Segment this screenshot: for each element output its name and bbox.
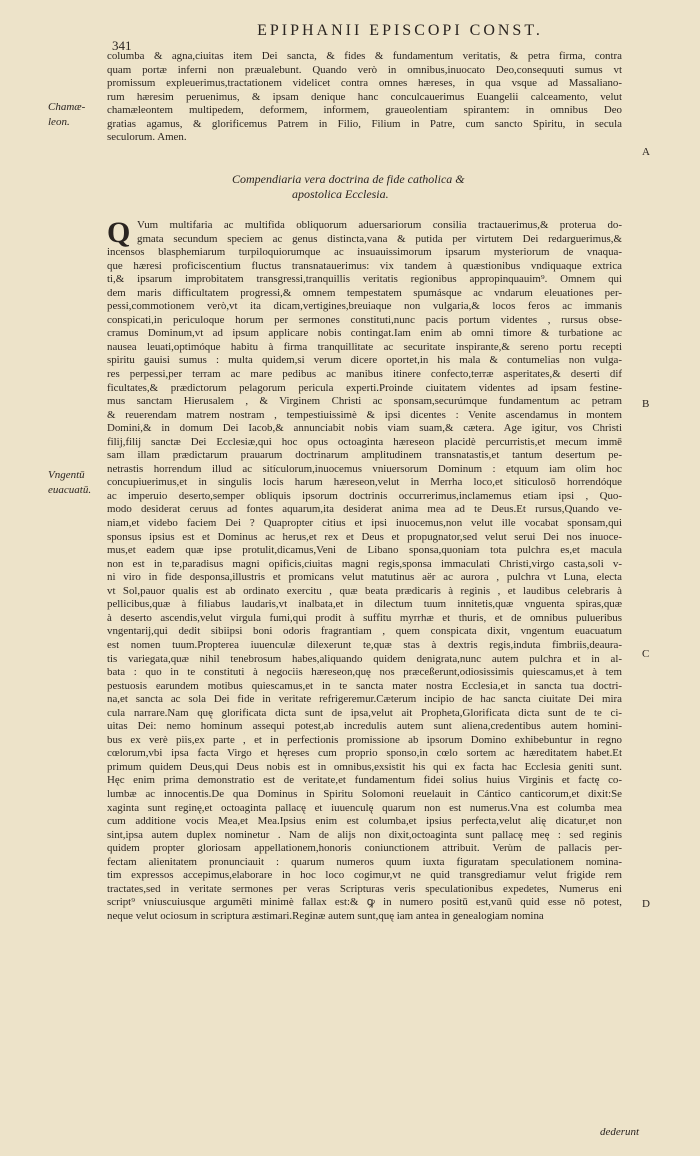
- text-line: Hęc enim prima demonstratio est de veritate,et fundamentum fidei solius huius Virginis et factę co-: [107, 774, 622, 787]
- text-line: primum quidem Deus,qui Deus nobis est in omnibus,exsistit his qui ex facta hac Ecclesia geniti sunt.: [107, 760, 622, 773]
- text-line: ficultates,& prædictorum pelagorum pericula experti.Proinde ciuitatem videntes ad ipsam festine-: [107, 381, 622, 394]
- text-line: incensos blasphemiarum turpiloquiorumque ac insuauissimorum ipsarum mysteriorum de vnaqua-: [107, 246, 622, 259]
- text-line: ac imperuio deserto,semper obliquis ipsorum doctrinis occurrerimus,inclamemus etiam ipsi , Quo-: [107, 489, 622, 502]
- section-title-line-1: Compendiaria vera doctrina de fide catholica &: [232, 172, 465, 186]
- text-line: xaginta sunt reginę,et octoaginta pallacę et iuuenculę quarum non est numerus.Vna est columba mea: [107, 801, 622, 814]
- text-line: ti,& ipsarum improbitatem transgressi,tranquillis veritatis regionibus appropinquauim⁹. Omnem qui: [107, 273, 622, 286]
- text-line: filij,filij sanctæ Dei Ecclesiæ,qui hoc opus octoaginta hæreseon placidè percurristis,et mecum immē: [107, 435, 622, 448]
- text-line: na,et sancta ac sola Dei fide in veritate refrigeremur.Cæterum incipio de hac sancta ciuitate Dei mira: [107, 693, 622, 706]
- text-line: cum additione vocis Mea,et Mea.Ipsius enim est columba,et ipsius perfecta,velut alię dicatur,et non: [107, 815, 622, 828]
- text-line: sam illam prædictarum prauarum doctrinarum amplitudinem transnatastis,et tantum desertum pe-: [107, 449, 622, 462]
- text-line: niam,et videbo faciem Dei ? Quapropter citius et ipsi inuocemus,non velut ille vocabat sponsam,qui: [107, 517, 622, 530]
- text-line: quidem propter gloriosam appellationem,honoris coniunctionem attribuit. Verùm de pallacis per-: [107, 842, 622, 855]
- section-marker-b: B: [642, 398, 650, 410]
- text-line: sint,ipsa autem duplex nominetur . Nam de alijs non dixit,octoaginta sunt pallacę meę : sed reginis: [107, 828, 622, 841]
- text-line: que hæresi proficiscentium fluctus transnatauerimus: vix tandem à quæstionibus vndiquaque extrica: [107, 259, 622, 272]
- section-title: [232, 172, 512, 202]
- text-line: promissum expleuerimus,tractationem videlicet contra omnes hæreses, in qua vsque ad Massaliano-: [107, 77, 622, 90]
- text-line: fectam alienitatem pronunciauit : quarum numeros quum iuxta figuratam speculationem nomina-: [107, 855, 622, 868]
- text-line: uitas Dei: nemo hominum assequi potest,ab incredulis autem sunt aliena,credentibus autem homini-: [107, 720, 622, 733]
- text-line: res perpessi,per terram ac mare pedibus ac manibus itinere confecto,terræ asperitates,& deserti dif: [107, 368, 622, 381]
- text-line: netrastis horrendum illud ac sitículorum,inuocemus vniuersorum Dominum : etquum iam olim hoc: [107, 462, 622, 475]
- margin-note-vngentum: Vngentū euacuatū.: [48, 469, 92, 496]
- section-title-line-2: apostolica Ecclesia.: [292, 187, 389, 201]
- text-line: columba & agna,ciuitas item Dei sancta, & fides & fundamentum veritatis, & petra firma, contra: [107, 50, 622, 62]
- section-marker-a: A: [642, 146, 650, 158]
- text-line: tis variegata,quæ nihil tenebrosum habes,aliquando quidem denigrata,nunc autem pulchra et in al-: [107, 652, 622, 665]
- text-line: pessi,commotionem verò,vt ita dicam,vertigines,breuiaque non vulgaria,& locos feros ac immanis: [107, 300, 622, 313]
- text-line: vngentarij,qui dedit sibiipsi boni odoris fragrantiam , quem conspicata dixit, vngentum euacuatum: [107, 625, 622, 638]
- text-line: chamæleontem multipedem, deformem, informem, graueolentiam spirantem: in omnibus Deo: [107, 104, 622, 117]
- text-line: dem maris difficultatem progressi,& omnem tempestatem spumásque ac vndarum eleuationes per-: [107, 286, 622, 299]
- text-line: mus sanctam Hierusalem , & Virginem Christi ac sponsam,securúmque fundamentum ac petram: [107, 395, 622, 408]
- text-line: neque velut ociosum in scriptura æstimari.Reginæ autem sunt,quę iam antea in genealogiam nomina: [107, 909, 544, 922]
- text-line: script⁹ vniuscuiusque argumēti minimè fallax est:& ꝙ in numero positū est,vanū quid esse nō potest,: [107, 896, 622, 909]
- text-line: seculorum. Amen.: [107, 131, 187, 144]
- text-line: bus ex verè piis,ex parte , et in perfectionis promissione ab ipsorum Domino exhibebuntur in regno: [107, 733, 622, 746]
- running-header: EPIPHANII EPISCOPI CONST.: [257, 22, 543, 39]
- text-line: tractates,sed in veritate sermones per veras Scripturas veris speculationibus expedetes, Numerus eni: [107, 882, 622, 895]
- text-line: concupiuerimus,et in singulis locis harum hæreseon,velut in Merrha loco,et siticulosō horrendóque: [107, 476, 622, 489]
- text-line: & reuerendam matrem nostram , tempestiuissimè & ipsi dicentes : Venite ascendamus in montem: [107, 408, 622, 421]
- drop-cap: Q: [107, 216, 131, 249]
- text-line: spiritu gauisi sumus : multa quidem,si verum dicere oportet,in his mala & contumelias non vulga-: [107, 354, 622, 367]
- section-marker-d: D: [642, 898, 650, 910]
- section-marker-c: C: [642, 648, 650, 660]
- text-line: cula narrare.Nam quę glorificata dicta sunt de ipsa,velut ait Propheta,Glorificata dicta sunt de te ci-: [107, 706, 622, 719]
- text-line: Vum multifaria ac multifida obliquorum aduersariorum consilia tractauerimus,& proterua do-: [137, 219, 622, 231]
- text-line: Domini,& in domum Dei Iacob,& annunciabit nobis viam suam,& cætera. Age igitur, vos Christi: [107, 422, 622, 435]
- text-line: bata : quo in te constituti à negociis hæreseon,quę nos præceßerunt,odiosissimis quiescamus,et à tem: [107, 666, 622, 679]
- text-line: tim expressos accepimus,elaborare in hoc loco cogimur,vt ne quid transgrediamur velut frigide rem: [107, 869, 622, 882]
- text-line: non est in te,paradisus magni opificis,ciuitas magni regis,sponsa immaculati Christi,virgo casta,soli v-: [107, 557, 622, 570]
- text-line: cramus Dominum,vt ad ipsum applicare nobis contingat.Iam enim ab omni timore & turbatione ac: [107, 327, 622, 340]
- margin-note-chamaeleon: Chamæ- leon.: [48, 101, 86, 128]
- page-number: 341: [112, 38, 132, 53]
- closing-paragraph: [107, 50, 622, 145]
- text-line: pellicibus,quæ à filiabus laudaris,vt inalbata,et in dilectum tuum innitetis,quæ vnguenta spiras,quæ: [107, 598, 622, 611]
- text-line: est nomen tuum.Propterea iuuenculæ dilexerunt te,quæ stas à dextris regis,induta fimbriis,deaura-: [107, 638, 622, 651]
- text-line: cœlorum,vbi ipsa facta Virgo et hęreses cum proprio sponso,in cœlo sortem ac hæreditatem habet.Et: [107, 747, 622, 760]
- text-line: ni viro in fide desponsa,illustris et promicans velut matutinus aër ac aurora , pulchra vt Luna, electa: [107, 571, 622, 584]
- text-line: pestuosis earundem motibus quiescamus,et in te sancta mater nostra Ecclesia,et in sancta tua doctri-: [107, 679, 622, 692]
- catchword: dederunt: [600, 1126, 640, 1138]
- text-line: gratias agamus, & glorificemus Patrem in Filio, Filium in Patre, cum sancto Spiritu, in secula: [107, 117, 622, 130]
- text-line: mus,et eadem quæ ipse protulit,dicamus,Veni de Libano sponsa,quoniam tota pulchra es,et macula: [107, 544, 622, 557]
- text-line: gmata secundum speciem ac genus distincta,vana & putida per virtutem Dei redarguerimus,&: [137, 232, 622, 245]
- text-line: à deserto ascendis,velut virgula fumi,qui prodit à suffitu myrrhæ et thuris, et de omnibus pulueribus: [107, 611, 622, 624]
- text-line: lumbæ ac innocentis.De qua Dominus in Spiritu Solomoni reuelauit in Cántico canticorum,et dixit:Se: [107, 787, 622, 800]
- text-line: sponsus ipsius est et Dominus ac herus,et rex et Deus et propugnator,sed velut serui Dei nos inuoce-: [107, 530, 622, 543]
- text-line: nausea leuati,optimóque habitu à firma tranquillitate ac securitate inspirante,& sereno portu recepti: [107, 340, 622, 353]
- main-body-text: [107, 216, 622, 923]
- text-line: quam portæ inferni non præualebunt. Quando verò in omnibus,inuocato Deo,consequuti sumus vt: [107, 63, 622, 76]
- text-line: modo desiderat ceruus ad fontes aquarum,ita desiderat anima mea ad te Deus.Et rursus,Quando ve-: [107, 503, 622, 516]
- text-line: rum hæresim peruenimus, & ipsam denique hanc conculcauerimus Euangelii calceamento, velut: [107, 90, 622, 103]
- text-line: conspicati,in periculoque horum per sermones constituti,nunc pacis portum videntes , rursus obse-: [107, 313, 622, 326]
- text-line: vt Sol,pauor qualis est ab ordinato exercitu , quæ beata prædicaris à reginis , et laudibus celebraris à: [107, 584, 622, 597]
